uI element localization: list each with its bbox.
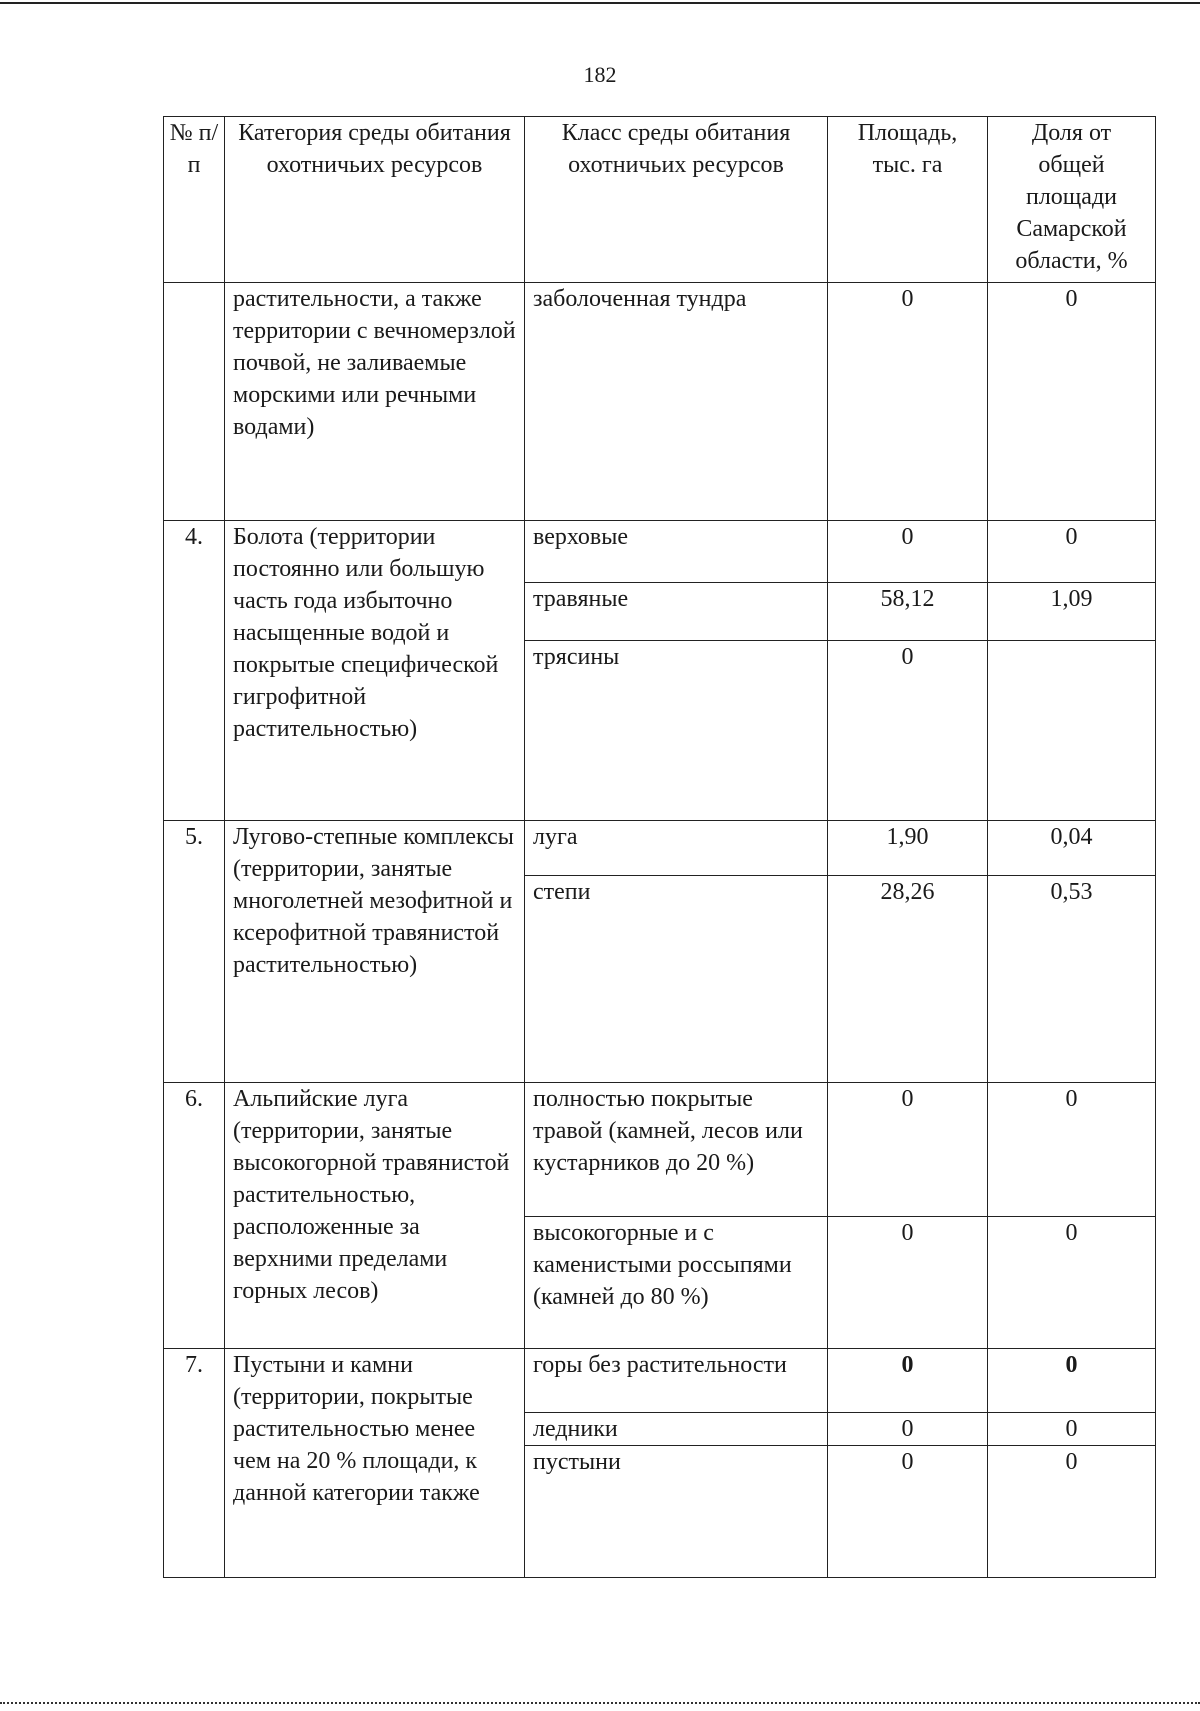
row-area: 0 — [828, 521, 988, 583]
row-share: 1,09 — [988, 583, 1156, 641]
row-class: степи — [525, 876, 828, 1083]
row-class: ледники — [525, 1413, 828, 1446]
row-class: полностью покрытые травой (камней, лесов или кустарников до 20 %) — [525, 1083, 828, 1217]
row-category: Пустыни и камни (территории, покрытые растительностью менее чем на 20 % площади, к данной категории также — [225, 1349, 525, 1578]
row-share: 0 — [988, 1083, 1156, 1217]
row-share: 0,04 — [988, 821, 1156, 876]
row-share: 0 — [988, 283, 1156, 521]
row-area: 0 — [828, 283, 988, 521]
table-row — [164, 821, 1156, 876]
scan-edge-bottom — [0, 1702, 1200, 1704]
table-row — [164, 521, 1156, 583]
scan-edge-top — [0, 2, 1200, 4]
row-num: 5. — [164, 821, 225, 1083]
table-row — [164, 283, 1156, 521]
row-share: 0,53 — [988, 876, 1156, 1083]
row-class: травяные — [525, 583, 828, 641]
row-share: 0 — [988, 1349, 1156, 1413]
row-class: луга — [525, 821, 828, 876]
row-area: 58,12 — [828, 583, 988, 641]
row-area: 0 — [828, 641, 988, 821]
row-class: пустыни — [525, 1446, 828, 1578]
row-num — [164, 283, 225, 521]
table-header-row — [164, 117, 1156, 283]
row-num: 7. — [164, 1349, 225, 1578]
row-share — [988, 641, 1156, 821]
header-share: Доля от общей площади Самарской области, % — [988, 117, 1156, 283]
row-area: 0 — [828, 1413, 988, 1446]
row-area: 0 — [828, 1217, 988, 1349]
row-category: Болота (территории постоянно или большую часть года избыточно насыщенные водой и покрытые специфической гигрофитной растительностью) — [225, 521, 525, 821]
row-area: 28,26 — [828, 876, 988, 1083]
table-row — [164, 1349, 1156, 1413]
header-class: Класс среды обитания охотничьих ресурсов — [525, 117, 828, 283]
habitat-table — [163, 116, 1156, 1578]
row-num: 6. — [164, 1083, 225, 1349]
header-num: № п/п — [164, 117, 225, 283]
header-category: Категория среды обитания охотничьих ресурсов — [225, 117, 525, 283]
row-share: 0 — [988, 1413, 1156, 1446]
row-area: 1,90 — [828, 821, 988, 876]
row-class: горы без растительности — [525, 1349, 828, 1413]
row-category: Альпийские луга (территории, занятые высокогорной травянистой растительностью, расположенные за верхними пределами горных лесов) — [225, 1083, 525, 1349]
page-number: 182 — [583, 62, 617, 87]
row-area: 0 — [828, 1083, 988, 1217]
row-share: 0 — [988, 1446, 1156, 1578]
row-class: заболоченная тундра — [525, 283, 828, 521]
row-category: растительности, а также территории с вечномерзлой почвой, не заливаемые морскими или речными водами) — [225, 283, 525, 521]
row-area: 0 — [828, 1349, 988, 1413]
header-area: Площадь, тыс. га — [828, 117, 988, 283]
table-row — [164, 1083, 1156, 1217]
row-class: верховые — [525, 521, 828, 583]
row-num: 4. — [164, 521, 225, 821]
row-share: 0 — [988, 521, 1156, 583]
row-category: Лугово-степные комплексы (территории, занятые многолетней мезофитной и ксерофитной травянистой растительностью) — [225, 821, 525, 1083]
row-class: высокогорные и с каменистыми россыпями (камней до 80 %) — [525, 1217, 828, 1349]
row-area: 0 — [828, 1446, 988, 1578]
row-share: 0 — [988, 1217, 1156, 1349]
row-class: трясины — [525, 641, 828, 821]
